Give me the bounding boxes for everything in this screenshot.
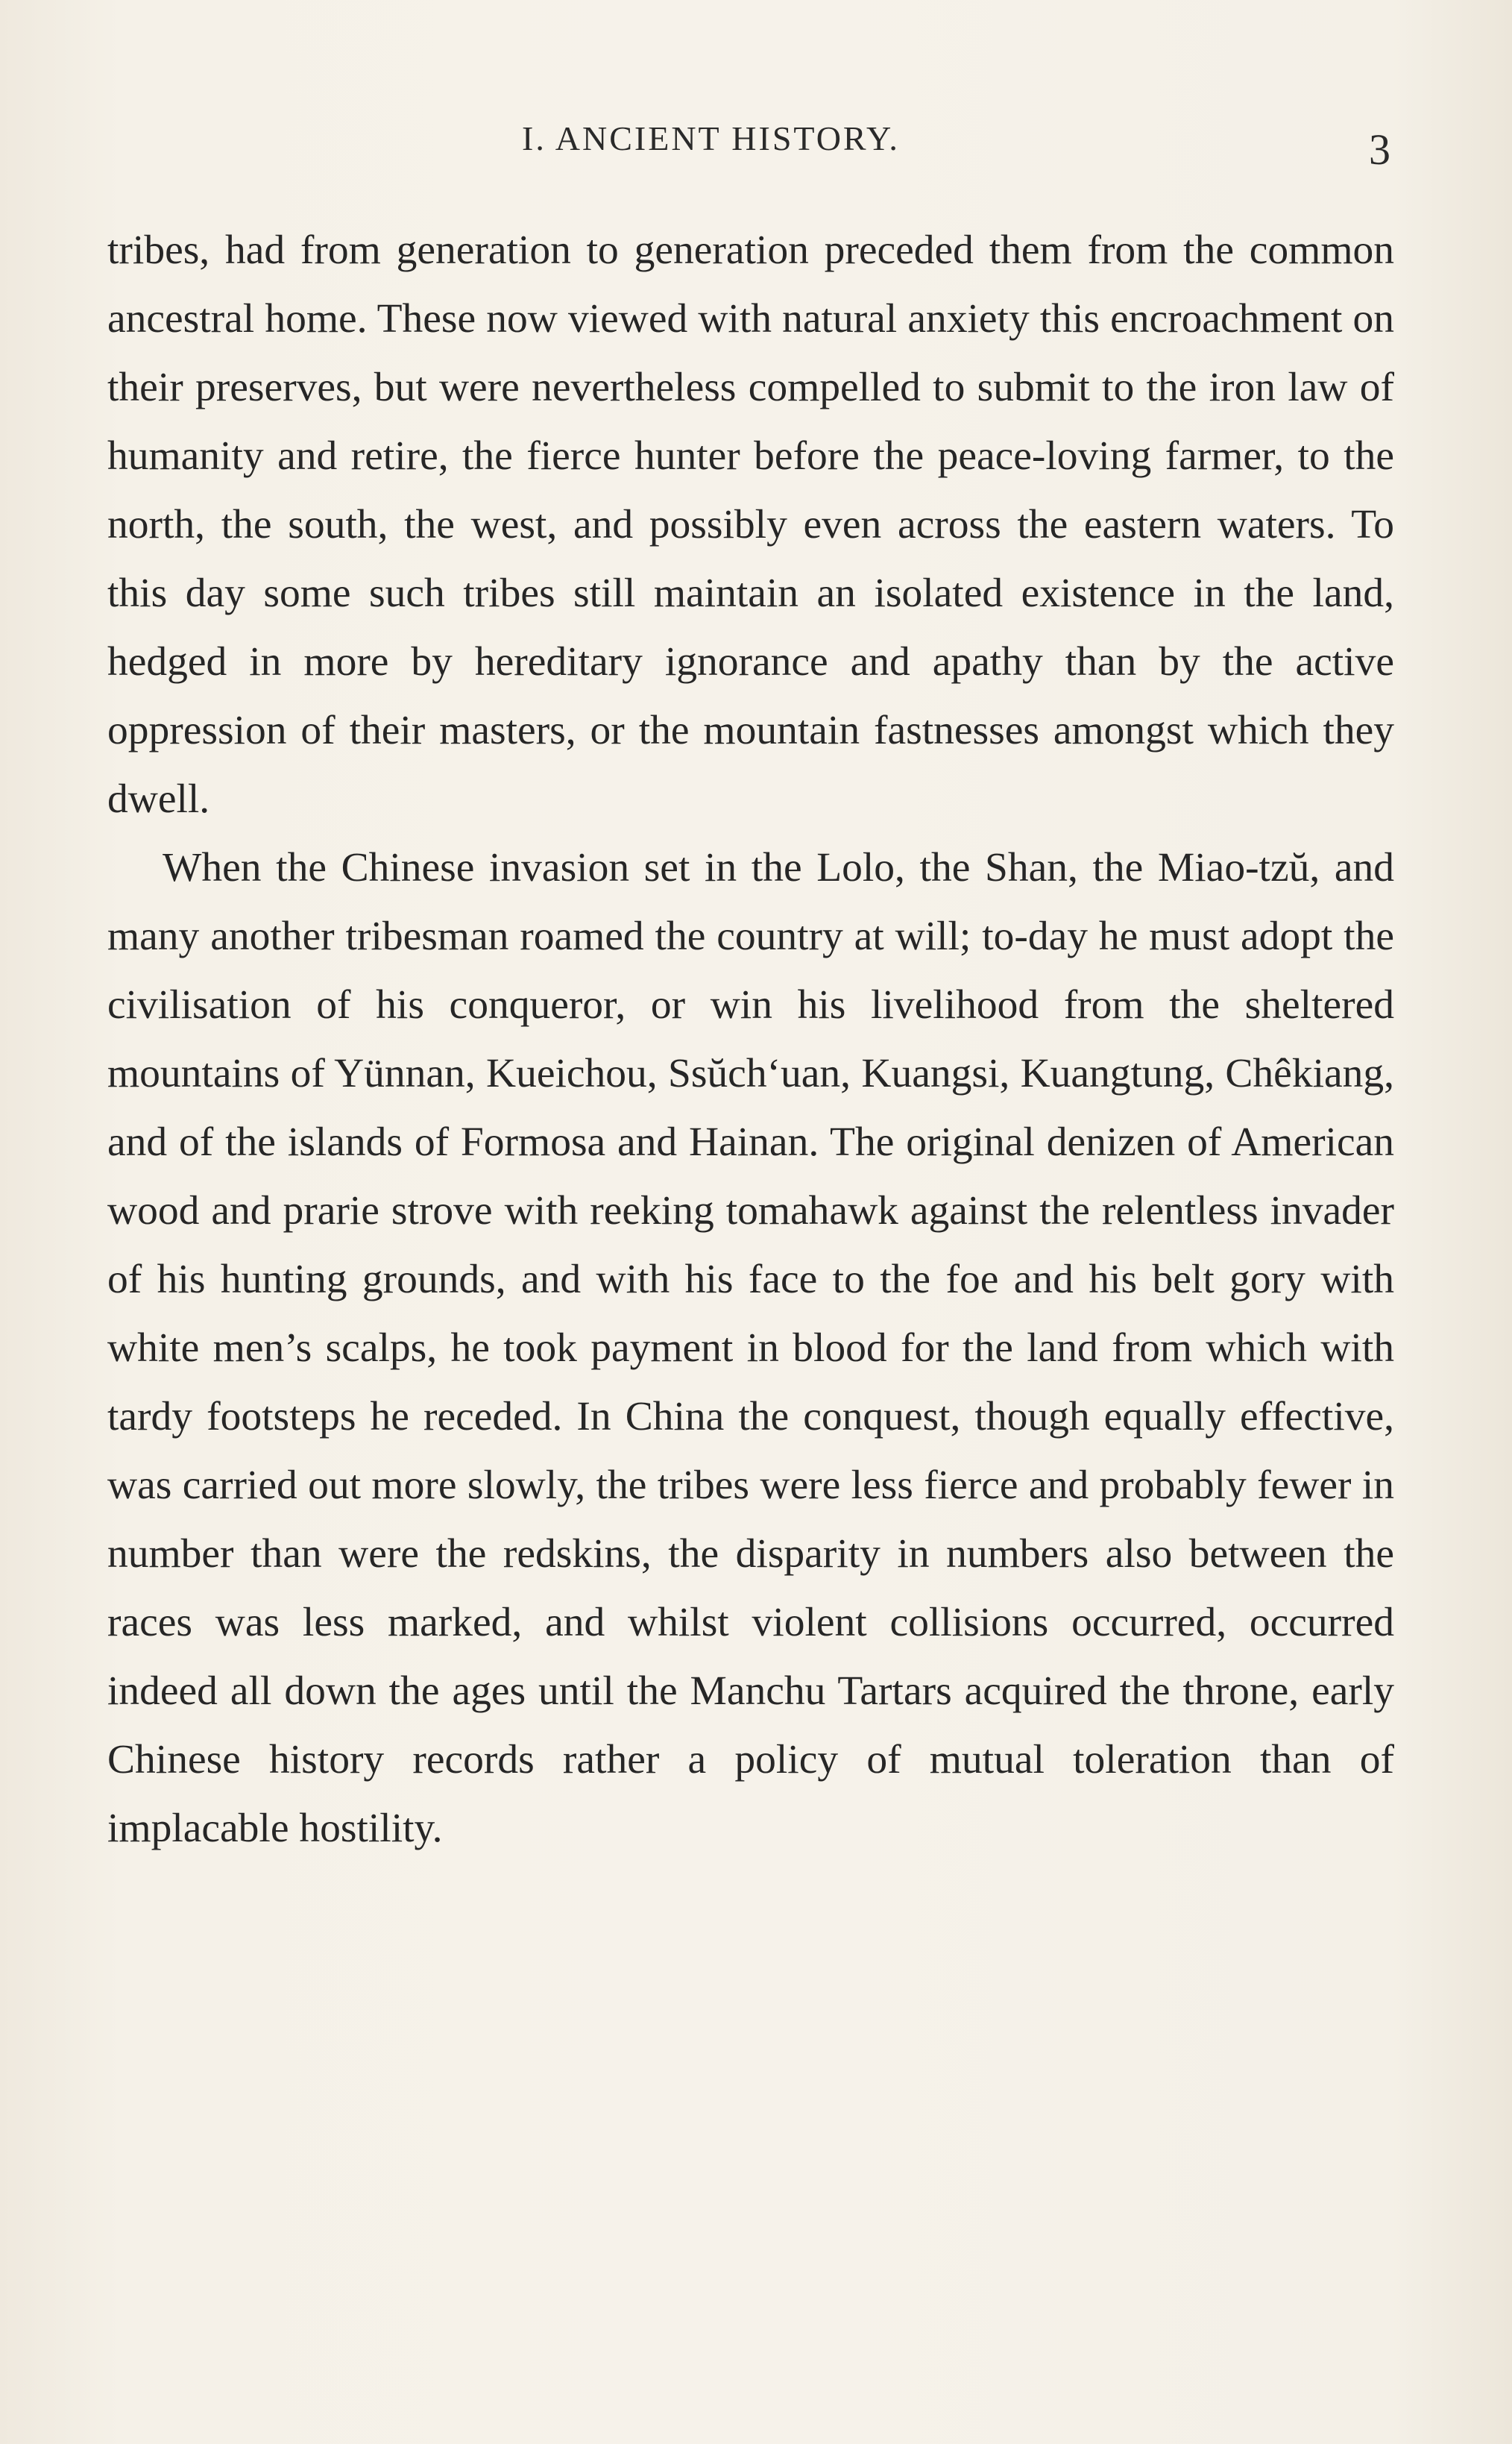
running-title: I. ANCIENT HISTORY. — [522, 119, 900, 157]
page-number: 3 — [1369, 125, 1390, 174]
paragraph-chinese-invasion: When the Chinese invasion set in the Lolo, the Shan, the Miao-tzŭ, and many another tribesman roamed the country at will; to-day he must adopt the civilisation of his conqueror, or win his livelihood from the sheltered mountains of Yünnan, Kueichou, Ssŭch‘uan, Kuangsi, Kuangtung, Chêkiang, and of the islands of Formosa and Hainan. The original denizen of American wood and prarie strove with reeking tomahawk against the relentless invader of his hunting grounds, and with his face to the foe and his belt gory with white men’s scalps, he took payment in blood for the land from which with tardy footsteps he receded. In China the conquest, though equally effective, was carried out more slowly, the tribes were less fierce and probably fewer in number than were the redskins, the disparity in numbers also between the races was less marked, and whilst violent collisions occurred, occurred indeed all down the ages until the Manchu Tartars acquired the throne, early Chinese history records rather a policy of mutual toleration than of implacable hostility. — [107, 845, 1394, 1851]
body-text — [107, 216, 1394, 1863]
paragraph-continued: tribes, had from generation to generation preceded them from the common ancestral home. These now viewed with natural anxiety this encroachment on their preserves, but were nevertheless compelled to submit to the iron law of humanity and retire, the fierce hunter before the peace-loving farmer, to the north, the south, the west, and possibly even across the eastern waters. To this day some such tribes still maintain an isolated existence in the land, hedged in more by hereditary ignorance and apathy than by the active oppression of their masters, or the mountain fastnesses amongst which they dwell. — [107, 227, 1394, 822]
